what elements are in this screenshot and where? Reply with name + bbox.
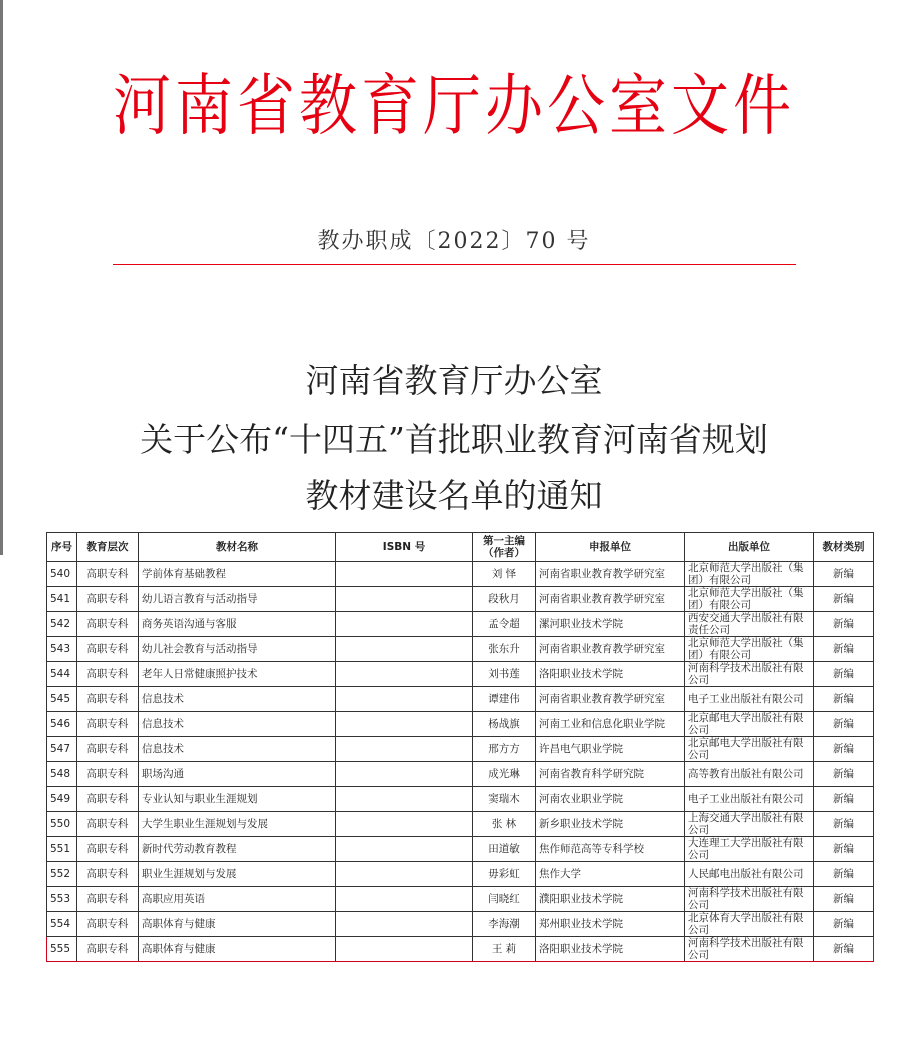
cell-level: 高职专科 xyxy=(77,787,139,812)
cell-unit: 河南省职业教育教学研究室 xyxy=(536,562,685,587)
cell-author: 杨战旗 xyxy=(473,712,536,737)
cell-seq: 543 xyxy=(47,637,77,662)
cell-type: 新编 xyxy=(814,812,874,837)
cell-type: 新编 xyxy=(814,887,874,912)
table-row xyxy=(47,762,874,787)
table-row xyxy=(47,837,874,862)
cell-name: 职场沟通 xyxy=(139,762,336,787)
cell-name: 幼儿社会教育与活动指导 xyxy=(139,637,336,662)
table-row xyxy=(47,712,874,737)
cell-seq: 542 xyxy=(47,612,77,637)
cell-level: 高职专科 xyxy=(77,737,139,762)
cell-name: 学前体育基础教程 xyxy=(139,562,336,587)
cell-author: 张东升 xyxy=(473,637,536,662)
table-row xyxy=(47,862,874,887)
cell-author: 田道敏 xyxy=(473,837,536,862)
cell-level: 高职专科 xyxy=(77,662,139,687)
cell-name: 商务英语沟通与客服 xyxy=(139,612,336,637)
table-body xyxy=(47,562,874,962)
cell-seq: 551 xyxy=(47,837,77,862)
table-header-row xyxy=(47,533,874,562)
table-row-highlighted xyxy=(47,937,874,962)
cell-unit: 洛阳职业技术学院 xyxy=(536,662,685,687)
cell-level: 高职专科 xyxy=(77,687,139,712)
cell-level: 高职专科 xyxy=(77,887,139,912)
cell-type: 新编 xyxy=(814,612,874,637)
cell-level: 高职专科 xyxy=(77,712,139,737)
cell-author: 张 林 xyxy=(473,812,536,837)
cell-isbn xyxy=(336,837,473,862)
cell-isbn xyxy=(336,937,473,962)
cell-level: 高职专科 xyxy=(77,637,139,662)
cell-type: 新编 xyxy=(814,662,874,687)
table-row xyxy=(47,812,874,837)
cell-name: 高职应用英语 xyxy=(139,887,336,912)
cell-publisher: 上海交通大学出版社有限公司 xyxy=(685,812,814,837)
cell-type: 新编 xyxy=(814,687,874,712)
cell-unit: 河南省职业教育教学研究室 xyxy=(536,687,685,712)
cell-type: 新编 xyxy=(814,762,874,787)
table-row xyxy=(47,787,874,812)
cell-unit: 郑州职业技术学院 xyxy=(536,912,685,937)
cell-type: 新编 xyxy=(814,912,874,937)
cell-level: 高职专科 xyxy=(77,587,139,612)
cell-name: 高职体育与健康 xyxy=(139,937,336,962)
cell-publisher: 北京师范大学出版社（集团）有限公司 xyxy=(685,562,814,587)
cell-unit: 濮阳职业技术学院 xyxy=(536,887,685,912)
cell-author: 闫晓红 xyxy=(473,887,536,912)
cell-author: 王 莉 xyxy=(473,937,536,962)
cell-publisher: 西安交通大学出版社有限责任公司 xyxy=(685,612,814,637)
cell-isbn xyxy=(336,562,473,587)
header-name: 教材名称 xyxy=(139,533,336,562)
cell-unit: 河南省教育科学研究院 xyxy=(536,762,685,787)
cell-isbn xyxy=(336,812,473,837)
cell-isbn xyxy=(336,887,473,912)
cell-author: 段秋月 xyxy=(473,587,536,612)
document-number: 教办职成〔2022〕70 号 xyxy=(317,229,591,254)
cell-seq: 552 xyxy=(47,862,77,887)
cell-seq: 555 xyxy=(47,937,77,962)
cell-name: 职业生涯规划与发展 xyxy=(139,862,336,887)
cell-unit: 洛阳职业技术学院 xyxy=(536,937,685,962)
cell-publisher: 电子工业出版社有限公司 xyxy=(685,787,814,812)
cell-publisher: 大连理工大学出版社有限公司 xyxy=(685,837,814,862)
cell-name: 大学生职业生涯规划与发展 xyxy=(139,812,336,837)
cell-name: 高职体育与健康 xyxy=(139,912,336,937)
cell-name: 专业认知与职业生涯规划 xyxy=(139,787,336,812)
cell-unit: 焦作大学 xyxy=(536,862,685,887)
cell-publisher: 河南科学技术出版社有限公司 xyxy=(685,887,814,912)
cell-author: 孟令超 xyxy=(473,612,536,637)
cell-unit: 焦作师范高等专科学校 xyxy=(536,837,685,862)
cell-level: 高职专科 xyxy=(77,812,139,837)
cell-name: 信息技术 xyxy=(139,737,336,762)
cell-author: 刘书莲 xyxy=(473,662,536,687)
header-unit: 申报单位 xyxy=(536,533,685,562)
cell-level: 高职专科 xyxy=(77,862,139,887)
cell-author: 毋彩虹 xyxy=(473,862,536,887)
cell-unit: 新乡职业技术学院 xyxy=(536,812,685,837)
cell-seq: 549 xyxy=(47,787,77,812)
cell-publisher: 北京师范大学出版社（集团）有限公司 xyxy=(685,637,814,662)
cell-publisher: 高等教育出版社有限公司 xyxy=(685,762,814,787)
cell-type: 新编 xyxy=(814,712,874,737)
cell-type: 新编 xyxy=(814,862,874,887)
cell-unit: 漯河职业技术学院 xyxy=(536,612,685,637)
cell-level: 高职专科 xyxy=(77,562,139,587)
cell-seq: 546 xyxy=(47,712,77,737)
cell-publisher: 北京邮电大学出版社有限公司 xyxy=(685,712,814,737)
cell-unit: 河南农业职业学院 xyxy=(536,787,685,812)
header-seq: 序号 xyxy=(47,533,77,562)
table-row xyxy=(47,887,874,912)
cell-isbn xyxy=(336,662,473,687)
cell-author: 刘 怿 xyxy=(473,562,536,587)
cell-seq: 550 xyxy=(47,812,77,837)
cell-unit: 许昌电气职业学院 xyxy=(536,737,685,762)
cell-seq: 541 xyxy=(47,587,77,612)
cell-isbn xyxy=(336,787,473,812)
table-row xyxy=(47,912,874,937)
cell-author: 邢方方 xyxy=(473,737,536,762)
cell-isbn xyxy=(336,862,473,887)
cell-publisher: 北京师范大学出版社（集团）有限公司 xyxy=(685,587,814,612)
cell-level: 高职专科 xyxy=(77,912,139,937)
cell-unit: 河南省职业教育教学研究室 xyxy=(536,637,685,662)
cell-publisher: 北京邮电大学出版社有限公司 xyxy=(685,737,814,762)
cell-name: 信息技术 xyxy=(139,712,336,737)
cell-level: 高职专科 xyxy=(77,837,139,862)
cell-isbn xyxy=(336,612,473,637)
cell-level: 高职专科 xyxy=(77,762,139,787)
cell-type: 新编 xyxy=(814,562,874,587)
cell-isbn xyxy=(336,912,473,937)
cell-level: 高职专科 xyxy=(77,612,139,637)
cell-publisher: 河南科学技术出版社有限公司 xyxy=(685,937,814,962)
cell-seq: 540 xyxy=(47,562,77,587)
cell-publisher: 人民邮电出版社有限公司 xyxy=(685,862,814,887)
table-row xyxy=(47,587,874,612)
cell-isbn xyxy=(336,712,473,737)
cell-isbn xyxy=(336,737,473,762)
cell-author: 窦瑞木 xyxy=(473,787,536,812)
cell-type: 新编 xyxy=(814,787,874,812)
cell-unit: 河南省职业教育教学研究室 xyxy=(536,587,685,612)
cell-isbn xyxy=(336,637,473,662)
cell-name: 新时代劳动教育教程 xyxy=(139,837,336,862)
cell-seq: 553 xyxy=(47,887,77,912)
document-header-title: 河南省教育厅办公室文件 xyxy=(112,66,795,145)
cell-name: 老年人日常健康照护技术 xyxy=(139,662,336,687)
cell-unit: 河南工业和信息化职业学院 xyxy=(536,712,685,737)
table-row xyxy=(47,612,874,637)
notice-title-line-3: 教材建设名单的通知 xyxy=(305,476,603,515)
table-row xyxy=(47,562,874,587)
cell-isbn xyxy=(336,687,473,712)
cell-author: 谭建伟 xyxy=(473,687,536,712)
textbook-list-table xyxy=(46,532,874,962)
header-author: 第一主编（作者） xyxy=(473,533,536,562)
cell-level: 高职专科 xyxy=(77,937,139,962)
cell-publisher: 北京体育大学出版社有限公司 xyxy=(685,912,814,937)
cell-isbn xyxy=(336,762,473,787)
header-isbn: ISBN 号 xyxy=(336,533,473,562)
cell-publisher: 电子工业出版社有限公司 xyxy=(685,687,814,712)
cell-type: 新编 xyxy=(814,737,874,762)
cell-seq: 545 xyxy=(47,687,77,712)
header-publisher: 出版单位 xyxy=(685,533,814,562)
header-type: 教材类别 xyxy=(814,533,874,562)
cell-author: 李海潮 xyxy=(473,912,536,937)
table-row xyxy=(47,662,874,687)
cell-publisher: 河南科学技术出版社有限公司 xyxy=(685,662,814,687)
table-row xyxy=(47,737,874,762)
cell-name: 幼儿语言教育与活动指导 xyxy=(139,587,336,612)
cell-seq: 548 xyxy=(47,762,77,787)
header-red-rule xyxy=(113,264,796,265)
cell-type: 新编 xyxy=(814,587,874,612)
cell-type: 新编 xyxy=(814,637,874,662)
notice-title-line-2: 关于公布“十四五”首批职业教育河南省规划 xyxy=(140,420,768,459)
notice-title-line-1: 河南省教育厅办公室 xyxy=(305,361,603,400)
cell-name: 信息技术 xyxy=(139,687,336,712)
header-level: 教育层次 xyxy=(77,533,139,562)
cell-seq: 554 xyxy=(47,912,77,937)
cell-isbn xyxy=(336,587,473,612)
cell-type: 新编 xyxy=(814,837,874,862)
table-row xyxy=(47,687,874,712)
cell-type: 新编 xyxy=(814,937,874,962)
cell-seq: 547 xyxy=(47,737,77,762)
table-row xyxy=(47,637,874,662)
cell-author: 成光琳 xyxy=(473,762,536,787)
cell-seq: 544 xyxy=(47,662,77,687)
